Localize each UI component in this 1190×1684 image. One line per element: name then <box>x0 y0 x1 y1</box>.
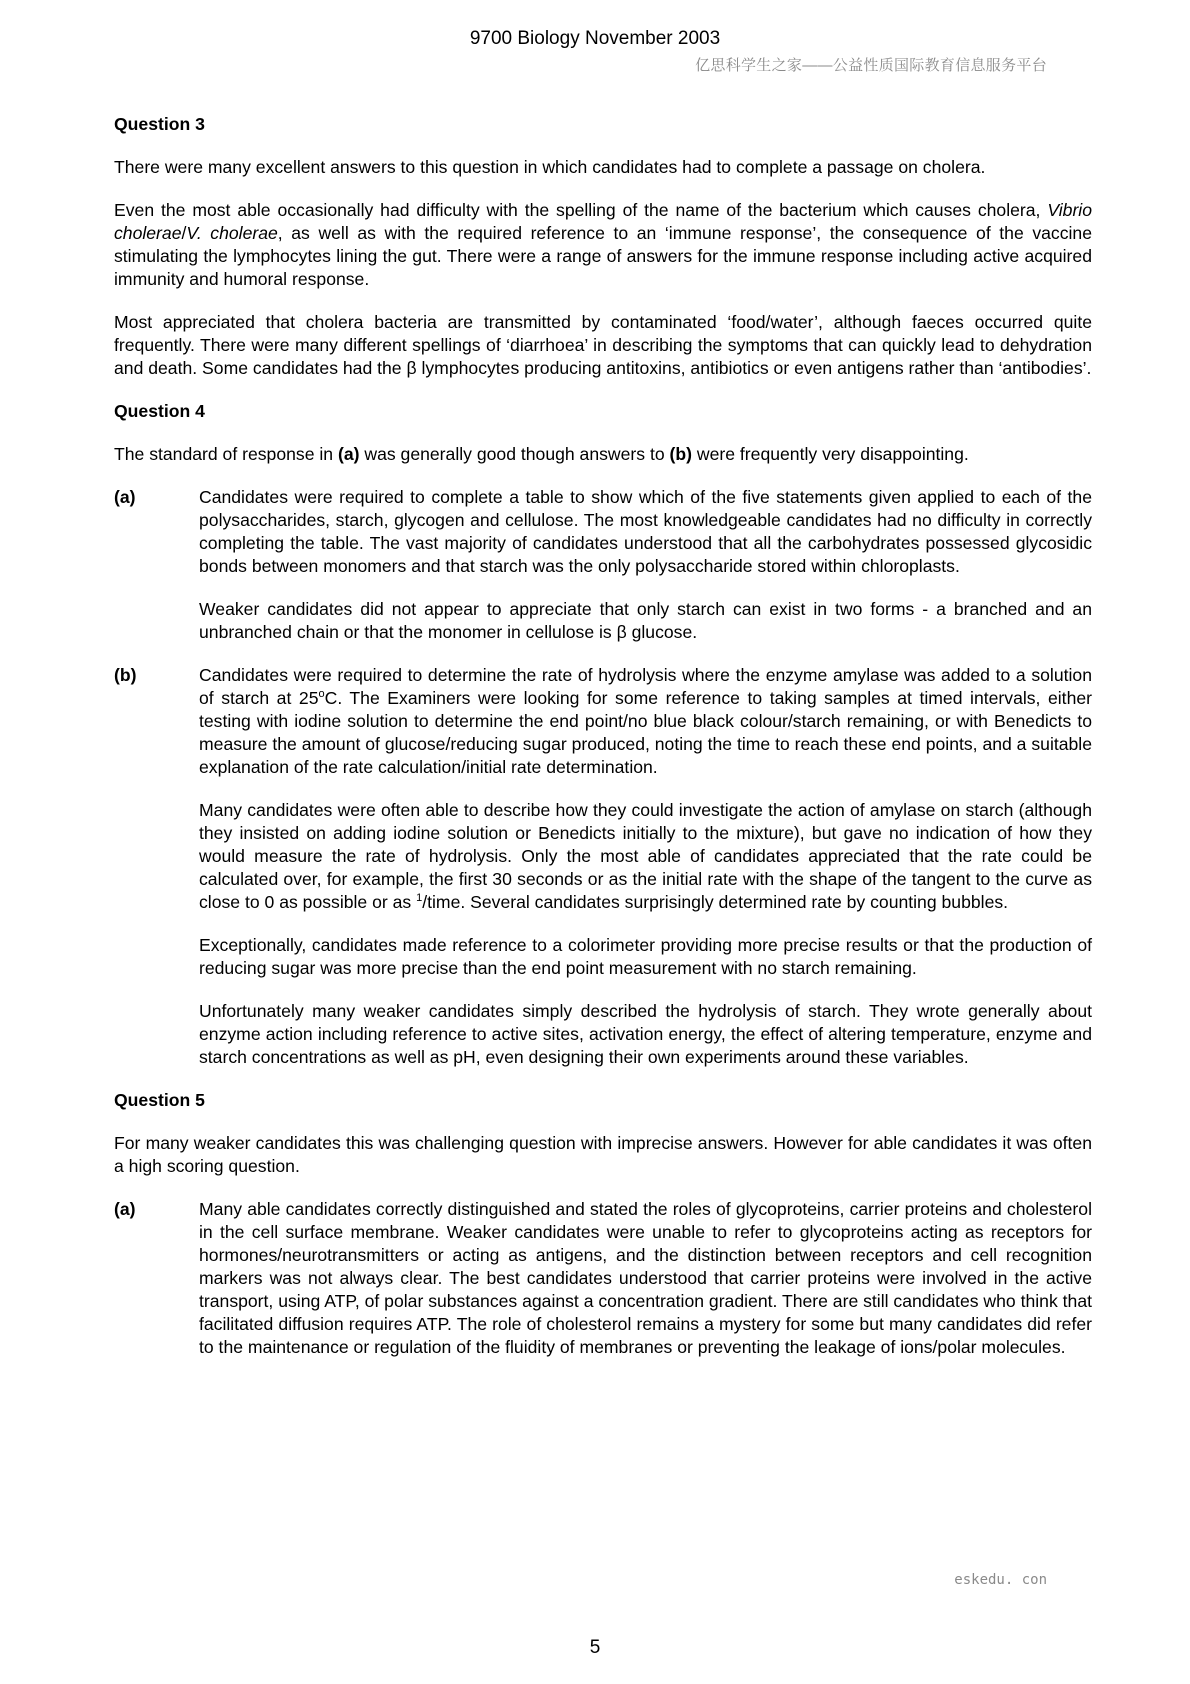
q5-intro: For many weaker candidates this was challenging question with imprecise answers. However for able candidates it was often a high scoring question. <box>114 1133 1092 1176</box>
q3-paragraph-2 <box>114 199 1092 291</box>
q4-part-a-body <box>199 486 1092 644</box>
q4-part-b <box>114 664 1092 1069</box>
q3-paragraph-3: Most appreciated that cholera bacteria are transmitted by contaminated ‘food/water’, although faeces occurred quite frequently. There were many different spellings of ‘diarrhoea’ in describing the symptoms that can quickly lead to dehydration and death. Some candidates had the β lymphocytes producing antitoxins, antibiotics or even antigens rather than ‘antibodies’. <box>114 312 1092 378</box>
q4b-p2-text-a: Many candidates were often able to describe how they could investigate the action of amylase on starch (although they insisted on adding iodine solution or Benedicts initially to the mixture), but gave no indication of how they would measure the rate of hydrolysis. Only the most able of candidates appreciated that the rate could be calculated over, for example, the first 30 seconds or as the initial rate with the shape of the tangent to the curve as close to 0 as possible or as <box>199 800 1092 912</box>
q4b-p2-text-b: /time. Several candidates surprisingly determined rate by counting bubbles. <box>422 892 1009 912</box>
q3-p2-text-c: , as well as with the required reference to an ‘immune response’, the consequence of the vaccine stimulating the lymphocytes lining the gut. There were a range of answers for the immune response including active acquired immunity and humoral response. <box>114 223 1092 289</box>
q4-intro-text-a: The standard of response in <box>114 444 338 464</box>
q3-p2-text-a: Even the most able occasionally had difficulty with the spelling of the name of the bacterium which causes cholera, <box>114 200 1048 220</box>
q3-p2-species-name-2: V. cholerae <box>186 223 278 243</box>
q4-intro-text-d: were frequently very disappointing. <box>692 444 969 464</box>
q4b-paragraph-4: Unfortunately many weaker candidates simply described the hydrolysis of starch. They wrote generally about enzyme action including reference to active sites, activation energy, the effect of altering temperature, enzyme and starch concentrations as well as pH, even designing their own experiments around these variables. <box>199 1001 1092 1067</box>
question-4-heading: Question 4 <box>114 401 205 421</box>
q4b-paragraph-2 <box>199 799 1092 914</box>
q4b-p2-sup: 1 <box>416 892 423 905</box>
q4a-paragraph-2: Weaker candidates did not appear to appreciate that only starch can exist in two forms - a branched and an unbranched chain or that the monomer in cellulose is β glucose. <box>199 599 1092 642</box>
header-watermark-text: 亿思科学生之家——公益性质国际教育信息服务平台 <box>695 57 1047 74</box>
question-5-heading: Question 5 <box>114 1090 205 1110</box>
q4b-paragraph-3: Exceptionally, candidates made reference to a colorimeter providing more precise results or that the production of reducing sugar was more precise than the end point measurement with no starch remaining. <box>199 935 1092 978</box>
q4a-paragraph-1: Candidates were required to complete a table to show which of the five statements given applied to each of the polysaccharides, starch, glycogen and cellulose. The most knowledgeable candidates had no difficulty in correctly completing the table. The vast majority of candidates understood that all the carbohydrates possessed glycosidic bonds between monomers and that starch was the only polysaccharide stored within chloroplasts. <box>199 487 1092 576</box>
q4-intro-ref-b: (b) <box>669 444 692 464</box>
q4-part-a-label: (a) <box>114 487 136 507</box>
q4b-p1-text-a: Candidates were required to determine the rate of hydrolysis where the enzyme amylase was added to a solution of starch at 25 <box>199 665 1092 708</box>
q4-intro <box>114 443 1092 466</box>
q5-part-a <box>114 1198 1092 1359</box>
q5-part-a-label: (a) <box>114 1199 136 1219</box>
document-header-title: 9700 Biology November 2003 <box>469 28 721 49</box>
q4-part-b-body <box>199 664 1092 1069</box>
document-body <box>114 113 1092 1379</box>
q4b-paragraph-1 <box>199 664 1092 779</box>
footer-watermark: eskedu. con <box>954 1572 1047 1588</box>
q5a-paragraph-1: Many able candidates correctly distinguished and stated the roles of glycoproteins, carrier proteins and cholesterol in the cell surface membrane. Weaker candidates were unable to refer to glycoproteins acting as receptors for hormones/neurotransmitters or acting as antigens, and the distinction between receptors and cell recognition markers was not always clear. The best candidates understood that carrier proteins were involved in the active transport, using ATP, of polar substances against a concentration gradient. There are still candidates who think that facilitated diffusion requires ATP. The role of cholesterol remains a mystery for some but many candidates did refer to the maintenance or regulation of the fluidity of membranes or preventing the leakage of ions/polar molecules. <box>199 1199 1092 1357</box>
q5-part-a-body <box>199 1198 1092 1359</box>
q4b-p1-degree-sup: o <box>318 688 325 701</box>
q3-p2-species-name-1: Vibrio cholerae <box>114 200 1092 243</box>
q4-part-b-label: (b) <box>114 665 137 685</box>
page-number: 5 <box>589 1637 601 1658</box>
q4b-p1-text-b: C. The Examiners were looking for some reference to taking samples at timed intervals, either testing with iodine solution to determine the end point/no blue black colour/starch remaining, or with Benedicts to measure the amount of glucose/reducing sugar produced, noting the time to reach these end points, and a suitable explanation of the rate calculation/initial rate determination. <box>199 688 1093 777</box>
q4-part-a <box>114 486 1092 644</box>
question-3-heading: Question 3 <box>114 114 205 134</box>
q3-paragraph-1: There were many excellent answers to this question in which candidates had to complete a passage on cholera. <box>114 157 986 177</box>
q4-intro-text-c: was generally good though answers to <box>359 444 670 464</box>
q3-p2-slash: / <box>181 223 187 243</box>
q4-intro-ref-a: (a) <box>337 444 360 464</box>
